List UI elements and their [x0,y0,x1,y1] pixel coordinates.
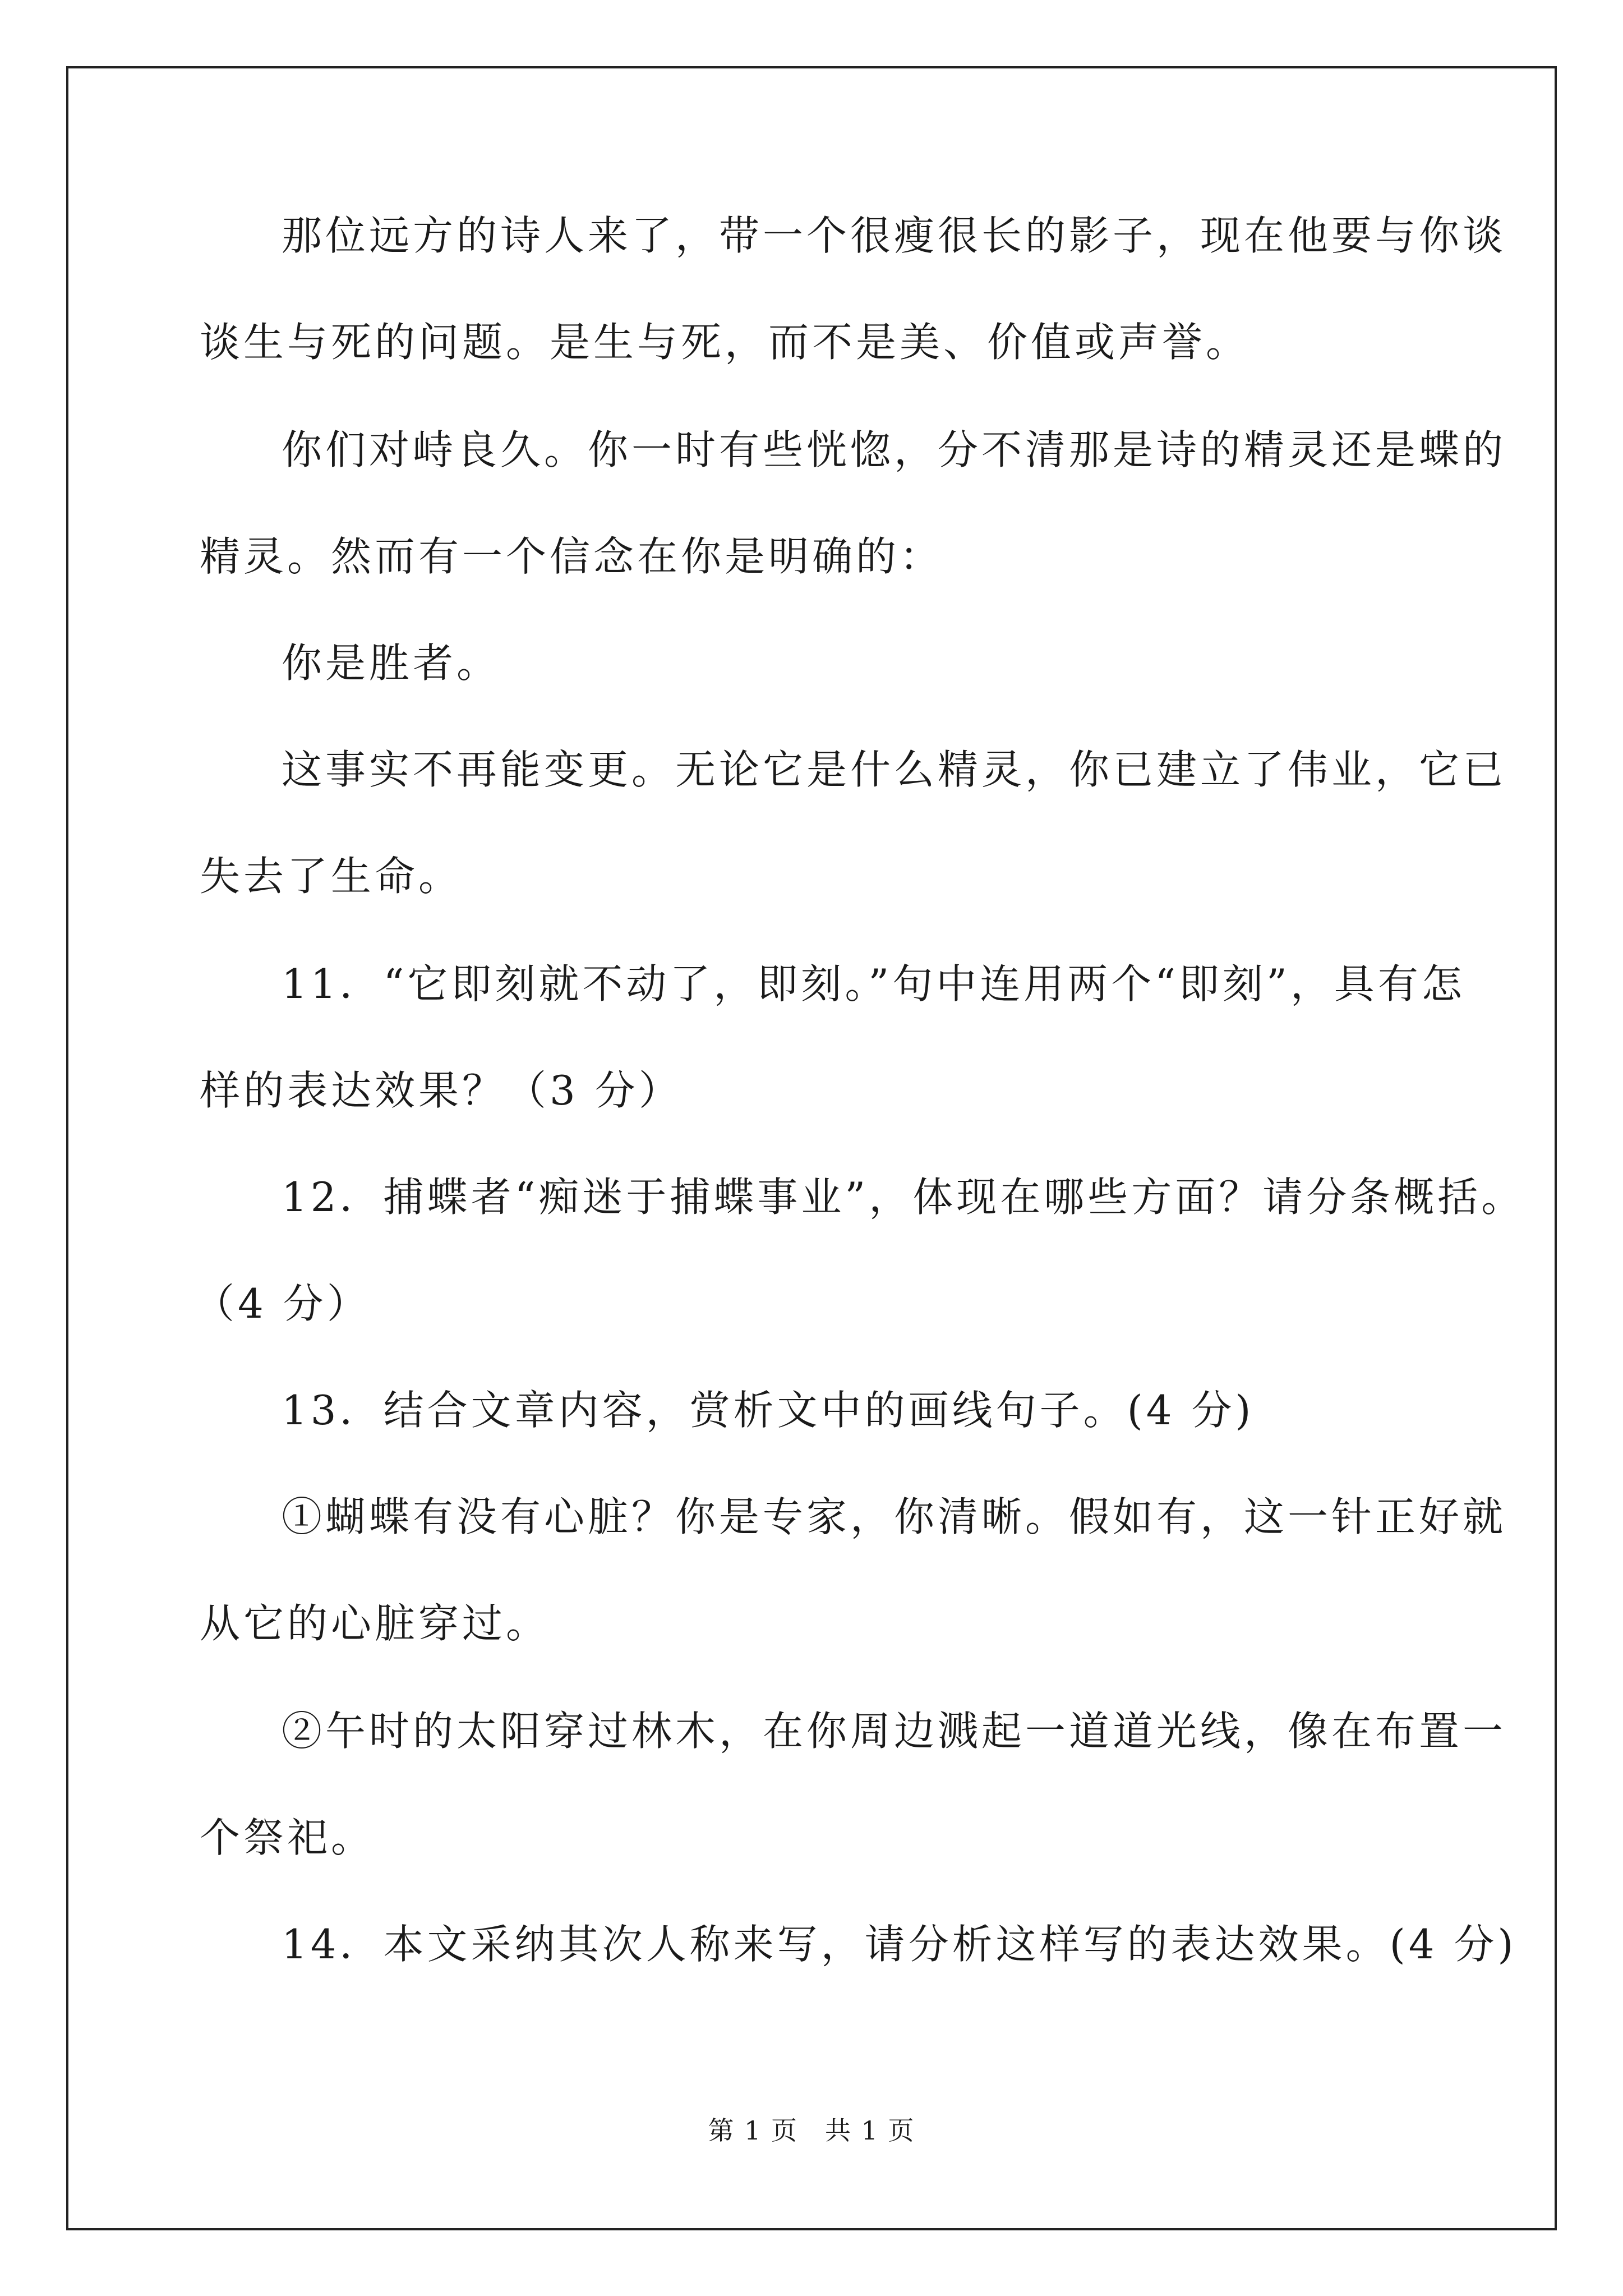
question-12-score: （4 分） [194,1280,371,1327]
paragraph-line: 这事实不再能变更。无论它是什么精灵，你已建立了伟业，它已 [282,746,1507,793]
paragraph-line: 谈生与死的问题。是生与死，而不是美、价值或声誉。 [200,319,1250,366]
paragraph-line: 你们对峙良久。你一时有些恍惚，分不清那是诗的精灵还是蝶的 [282,426,1507,473]
page-border [66,66,1557,2230]
question-12: 12．捕蝶者“痴迷于捕蝶事业”，体现在哪些方面？请分条概括。 [282,1174,1525,1221]
question-13: 13．结合文章内容，赏析文中的画线句子。(4 分) [282,1387,1255,1434]
question-13-sentence-2-continued: 个祭祀。 [200,1814,375,1861]
paragraph-line: 那位远方的诗人来了，带一个很瘦很长的影子，现在他要与你谈 [282,212,1507,259]
question-14: 14．本文采纳其次人称来写，请分析这样写的表达效果。(4 分) [282,1921,1517,1968]
paragraph-line: 你是胜者。 [282,639,501,687]
paragraph-line: 精灵。然而有一个信念在你是明确的： [200,533,944,580]
page-footer: 第 1 页 共 1 页 [708,2115,915,2146]
question-13-sentence-1: ①蝴蝶有没有心脏？你是专家，你清晰。假如有，这一针正好就 [282,1493,1507,1540]
question-13-sentence-2: ②午时的太阳穿过林木，在你周边溅起一道道光线，像在布置一 [282,1708,1507,1755]
paragraph-line: 失去了生命。 [200,853,463,900]
question-11: 11．“它即刻就不动了，即刻。”句中连用两个“即刻”，具有怎 [282,960,1465,1007]
question-11-continued: 样的表达效果？（3 分） [200,1067,683,1114]
question-13-sentence-1-continued: 从它的心脏穿过。 [200,1600,550,1647]
